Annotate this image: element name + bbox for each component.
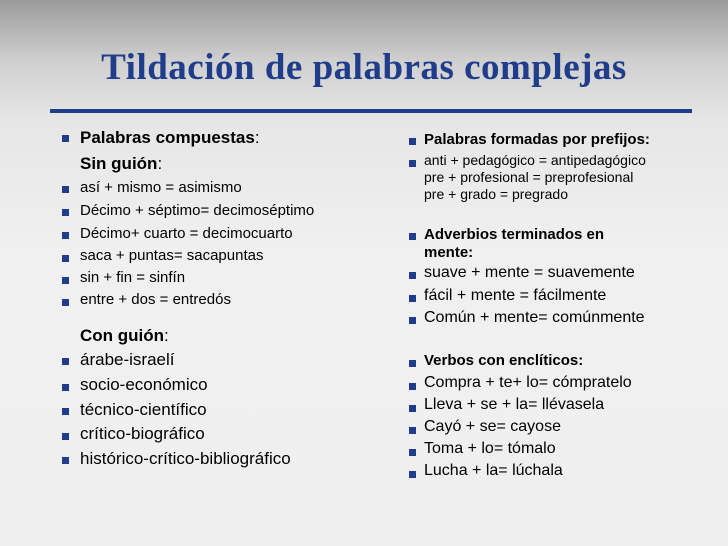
square-bullet-icon: [62, 408, 69, 415]
list-item: Cayó + se= cayose: [424, 418, 561, 435]
square-bullet-icon: [409, 317, 416, 324]
list-item: Lucha + la= lúchala: [424, 462, 563, 479]
title-underline: [50, 109, 692, 113]
list-item: entre + dos = entredós: [80, 291, 231, 308]
list-item: fácil + mente = fácilmente: [424, 287, 607, 304]
list-item: crítico-biográfico: [80, 424, 205, 443]
square-bullet-icon: [409, 295, 416, 302]
sin-guion-heading: Sin guión:: [80, 154, 163, 173]
square-bullet-icon: [62, 135, 69, 142]
square-bullet-icon: [62, 358, 69, 365]
square-bullet-icon: [62, 255, 69, 262]
square-bullet-icon: [62, 457, 69, 464]
prefijos-heading: Palabras formadas por prefijos:: [424, 131, 650, 148]
square-bullet-icon: [409, 138, 416, 145]
list-item: socio-económico: [80, 375, 208, 394]
list-item: Décimo + séptimo= decimoséptimo: [80, 202, 315, 219]
list-item: histórico-crítico-bibliográfico: [80, 449, 291, 468]
prefijos-line: anti + pedagógico = antipedagógico: [424, 152, 646, 168]
list-item: suave + mente = suavemente: [424, 264, 635, 281]
verbos-heading: Verbos con enclíticos:: [424, 352, 584, 369]
prefijos-line: pre + grado = pregrado: [424, 186, 568, 202]
list-item: Compra + te+ lo= cómpratelo: [424, 374, 632, 391]
square-bullet-icon: [62, 277, 69, 284]
square-bullet-icon: [409, 427, 416, 434]
adverbios-heading: Adverbios terminados en: [424, 226, 605, 243]
slide-title: Tildación de palabras complejas: [101, 47, 627, 88]
square-bullet-icon: [409, 360, 416, 367]
square-bullet-icon: [62, 384, 69, 391]
list-item: así + mismo = asimismo: [80, 179, 242, 196]
square-bullet-icon: [62, 209, 69, 216]
list-item: árabe-israelí: [80, 350, 175, 369]
square-bullet-icon: [409, 383, 416, 390]
list-item: Común + mente= comúnmente: [424, 309, 645, 326]
list-item: saca + puntas= sacapuntas: [80, 247, 264, 264]
square-bullet-icon: [409, 160, 416, 167]
con-guion-heading: Con guión:: [80, 326, 169, 345]
square-bullet-icon: [62, 186, 69, 193]
list-item: Décimo+ cuarto = decimocuarto: [80, 225, 293, 242]
adverbios-heading-cont: mente:: [424, 244, 474, 261]
list-item: Toma + lo= tómalo: [424, 440, 556, 457]
square-bullet-icon: [62, 299, 69, 306]
list-item: técnico-científico: [80, 400, 207, 419]
list-item: sin + fin = sinfín: [80, 269, 186, 286]
square-bullet-icon: [409, 405, 416, 412]
square-bullet-icon: [62, 232, 69, 239]
square-bullet-icon: [409, 449, 416, 456]
square-bullet-icon: [409, 272, 416, 279]
square-bullet-icon: [409, 233, 416, 240]
compuestas-heading: Palabras compuestas:: [80, 128, 260, 147]
prefijos-line: pre + profesional = preprofesional: [424, 169, 634, 185]
square-bullet-icon: [62, 433, 69, 440]
square-bullet-icon: [409, 471, 416, 478]
list-item: Lleva + se + la= llévasela: [424, 396, 605, 413]
